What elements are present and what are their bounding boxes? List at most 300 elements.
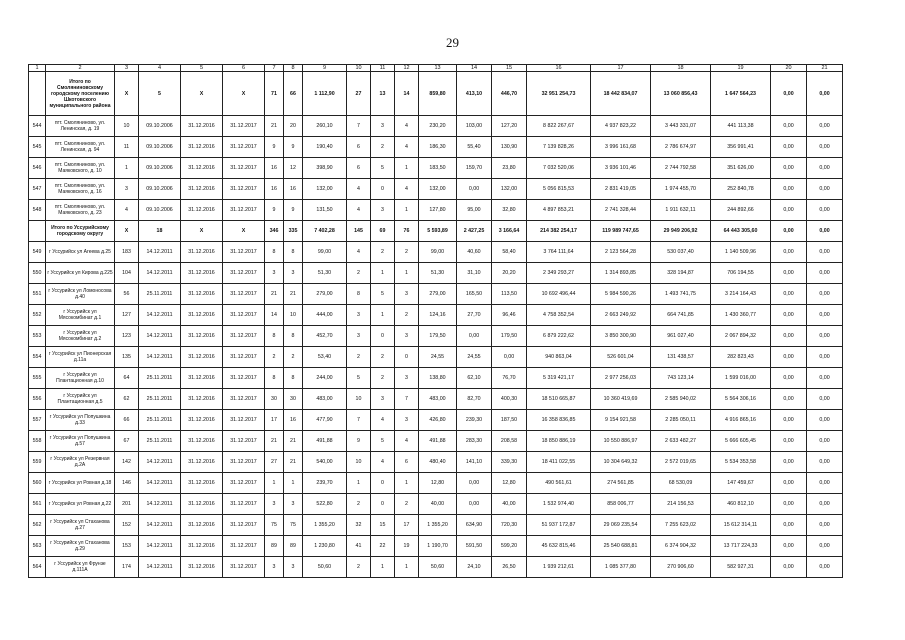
table-cell: 4 937 823,22 (591, 116, 651, 137)
table-cell: 2 (395, 494, 419, 515)
table-cell: 132,00 (303, 179, 347, 200)
table-cell: 31.12.2017 (223, 263, 265, 284)
table-cell: 3 (284, 494, 303, 515)
table-cell: 3 214 164,43 (711, 284, 771, 305)
table-cell: 0,00 (771, 137, 807, 158)
table-cell: 2 349 293,27 (527, 263, 591, 284)
table-cell: 14.12.2011 (139, 536, 181, 557)
table-cell: 0,00 (807, 200, 843, 221)
table-cell: 1 (395, 263, 419, 284)
address-cell: г Уссурийск ул Резервная д.2А (46, 452, 115, 473)
table-cell: 582 927,31 (711, 557, 771, 578)
total-label: Итого по Смоляниновскому городскому поселению Шкотовского муниципального района (46, 72, 115, 116)
table-cell: 62 (115, 389, 139, 410)
table-cell: 1 (265, 473, 284, 494)
table-cell: 10 (347, 452, 371, 473)
table-cell: 2 663 249,92 (591, 305, 651, 326)
column-number: 20 (771, 65, 807, 72)
table-cell: 09.10.2006 (139, 200, 181, 221)
table-cell: 142 (115, 452, 139, 473)
table-cell: 0,00 (807, 158, 843, 179)
table-cell: 21 (284, 284, 303, 305)
table-cell: 1 (371, 263, 395, 284)
table-cell: 64 443 305,60 (711, 221, 771, 242)
row-number: 551 (29, 284, 46, 305)
table-cell: 31.12.2016 (181, 431, 223, 452)
table-cell: 4 (371, 410, 395, 431)
table-cell: 17 (395, 515, 419, 536)
table-cell: 89 (284, 536, 303, 557)
table-cell: 31.12.2017 (223, 158, 265, 179)
row-number: 546 (29, 158, 46, 179)
table-cell: 0,00 (771, 263, 807, 284)
table-cell: 4 (115, 200, 139, 221)
table-cell: 0,00 (492, 347, 527, 368)
table-cell: 9 (265, 137, 284, 158)
table-cell: 5 319 421,17 (527, 368, 591, 389)
table-cell: 8 (265, 368, 284, 389)
table-cell: 31.12.2016 (181, 158, 223, 179)
table-row (29, 389, 843, 410)
table-cell: 0,00 (807, 284, 843, 305)
table-cell: 22 (371, 536, 395, 557)
column-number: 7 (265, 65, 284, 72)
table-cell: 130,90 (492, 137, 527, 158)
table-cell: 4 758 352,54 (527, 305, 591, 326)
table-cell: 3 (395, 368, 419, 389)
table-cell: 30 (265, 389, 284, 410)
table-cell: 16 358 836,85 (527, 410, 591, 431)
table-cell: 0,00 (807, 431, 843, 452)
table-cell: 483,00 (303, 389, 347, 410)
row-number: 564 (29, 557, 46, 578)
table-cell: 0,00 (771, 389, 807, 410)
table-cell: 530 037,40 (651, 242, 711, 263)
table-cell: 0 (395, 347, 419, 368)
table-cell: 21 (265, 284, 284, 305)
table-cell: 9 (284, 200, 303, 221)
table-cell: 186,30 (419, 137, 457, 158)
address-cell: пгт. Смоляниново, ул. Ленинская, д. 19 (46, 116, 115, 137)
table-cell: 351 626,00 (711, 158, 771, 179)
row-number: 554 (29, 347, 46, 368)
table-cell: 398,90 (303, 158, 347, 179)
table-cell: 24,10 (457, 557, 492, 578)
table-cell: 0,00 (771, 368, 807, 389)
table-cell: 0,00 (807, 515, 843, 536)
table-cell: 1 230,80 (303, 536, 347, 557)
table-cell: 5 (371, 431, 395, 452)
table-cell: 4 (395, 179, 419, 200)
row-number: 550 (29, 263, 46, 284)
table-cell: 131,50 (303, 200, 347, 221)
table-cell: 3 (265, 494, 284, 515)
table-cell: 69 (371, 221, 395, 242)
table-cell: 2 (371, 347, 395, 368)
table-cell: 214 382 254,17 (527, 221, 591, 242)
table-cell: 31.12.2017 (223, 137, 265, 158)
table-cell: 31.12.2016 (181, 515, 223, 536)
table-cell: 0,00 (771, 72, 807, 116)
table-cell: 12,80 (419, 473, 457, 494)
address-cell: г Уссурийск ул Ровная д.22 (46, 494, 115, 515)
table-cell: 2 572 019,65 (651, 452, 711, 473)
table-cell: 14.12.2011 (139, 347, 181, 368)
table-cell: 335 (284, 221, 303, 242)
row-number: 563 (29, 536, 46, 557)
table-cell: 51 937 172,87 (527, 515, 591, 536)
table-cell: 29 069 235,54 (591, 515, 651, 536)
table-cell: 5 534 353,58 (711, 452, 771, 473)
table-cell: 1 911 632,11 (651, 200, 711, 221)
table-cell: 477,90 (303, 410, 347, 431)
table-cell: 2 (395, 305, 419, 326)
table-cell: 32 951 254,73 (527, 72, 591, 116)
table-cell: 0,00 (807, 536, 843, 557)
table-cell: 21 (265, 431, 284, 452)
table-row (29, 347, 843, 368)
table-cell: 32,80 (492, 200, 527, 221)
table-cell: 41 (347, 536, 371, 557)
table-cell: X (115, 221, 139, 242)
table-cell: 1 430 360,77 (711, 305, 771, 326)
table-cell: 214 156,53 (651, 494, 711, 515)
table-cell: 67 (115, 431, 139, 452)
table-cell: 2 285 050,11 (651, 410, 711, 431)
table-cell: 7 139 828,26 (527, 137, 591, 158)
table-cell: 10 692 496,44 (527, 284, 591, 305)
table-cell: 9 (347, 431, 371, 452)
column-number: 18 (651, 65, 711, 72)
table-cell: 0,00 (771, 536, 807, 557)
table-cell: 3 936 101,46 (591, 158, 651, 179)
table-cell: 31.12.2017 (223, 515, 265, 536)
row-number: 561 (29, 494, 46, 515)
table-cell: 1 355,20 (419, 515, 457, 536)
table-cell: 1 647 564,23 (711, 72, 771, 116)
table-cell: 32 (347, 515, 371, 536)
table-cell: 0,00 (457, 494, 492, 515)
table-cell: 16 (284, 179, 303, 200)
table-cell: 16 (284, 410, 303, 431)
table-cell: 1 355,20 (303, 515, 347, 536)
table-cell: 441 113,38 (711, 116, 771, 137)
table-cell: 16 (265, 158, 284, 179)
table-cell: 31.12.2016 (181, 494, 223, 515)
table-cell: 3 (347, 305, 371, 326)
table-cell: 187,50 (492, 410, 527, 431)
table-row (29, 536, 843, 557)
column-number: 4 (139, 65, 181, 72)
table-cell: 1 190,70 (419, 536, 457, 557)
table-cell: 82,70 (457, 389, 492, 410)
address-cell: г Уссурийск ул Фрунзе д.111А (46, 557, 115, 578)
table-row (29, 452, 843, 473)
table-cell: 2 (371, 242, 395, 263)
column-number: 2 (46, 65, 115, 72)
page-number: 29 (446, 35, 459, 50)
table-cell: 6 (347, 137, 371, 158)
table-cell: 132,00 (492, 179, 527, 200)
table-cell: 6 879 222,62 (527, 326, 591, 347)
table-cell: 127,80 (419, 200, 457, 221)
table-cell: 14.12.2011 (139, 263, 181, 284)
table-cell: 3 (395, 284, 419, 305)
table-row (29, 431, 843, 452)
table-cell: 27,70 (457, 305, 492, 326)
table-cell: 24,55 (419, 347, 457, 368)
table-cell: 444,00 (303, 305, 347, 326)
table-cell: 31.12.2016 (181, 347, 223, 368)
address-cell: г Уссурийск ул Плантационная д.10 (46, 368, 115, 389)
table-cell: 1 532 974,40 (527, 494, 591, 515)
table-cell: 183 (115, 242, 139, 263)
table-cell: 174 (115, 557, 139, 578)
total-label: Итого по Уссурийскому городскому округу (46, 221, 115, 242)
table-cell: 26,50 (492, 557, 527, 578)
column-number: 8 (284, 65, 303, 72)
table-cell: 18 411 022,55 (527, 452, 591, 473)
table-cell: 0,00 (807, 557, 843, 578)
table-cell: 138,80 (419, 368, 457, 389)
column-number: 16 (527, 65, 591, 72)
table-cell: 40,00 (419, 494, 457, 515)
address-cell: г Уссурийск ул Мясокомбинат д.1 (46, 305, 115, 326)
table-cell: 31.12.2017 (223, 116, 265, 137)
table-cell: 31.12.2016 (181, 137, 223, 158)
table-cell: 201 (115, 494, 139, 515)
table-cell: 356 991,41 (711, 137, 771, 158)
row-number: 559 (29, 452, 46, 473)
table-cell: 1 (347, 473, 371, 494)
table-cell: 4 (395, 116, 419, 137)
table-cell: 1 (395, 473, 419, 494)
table-cell: 3 (265, 263, 284, 284)
table-cell: 10 (347, 389, 371, 410)
table-row (29, 242, 843, 263)
table-row (29, 137, 843, 158)
table-cell: 0,00 (771, 242, 807, 263)
table-cell: 460 812,10 (711, 494, 771, 515)
address-cell: г Уссурийск ул Плантационная д.5 (46, 389, 115, 410)
table-cell: 30 (284, 389, 303, 410)
table-cell: 68 530,09 (651, 473, 711, 494)
table-cell: 53,40 (303, 347, 347, 368)
row-number: 560 (29, 473, 46, 494)
table-cell: 2 (347, 557, 371, 578)
table-cell: 7 (395, 389, 419, 410)
table-cell: 31.12.2017 (223, 473, 265, 494)
address-cell: г Уссурийск ул Ровная д.18 (46, 473, 115, 494)
table-cell: 179,50 (492, 326, 527, 347)
table-cell: 31.12.2016 (181, 452, 223, 473)
table-cell: 56 (115, 284, 139, 305)
table-cell: 99,00 (419, 242, 457, 263)
table-cell: 526 601,04 (591, 347, 651, 368)
table-cell: 7 255 623,02 (651, 515, 711, 536)
column-number: 1 (29, 65, 46, 72)
table-row (29, 158, 843, 179)
table-cell: 24,55 (457, 347, 492, 368)
column-number: 12 (395, 65, 419, 72)
table-cell: 141,10 (457, 452, 492, 473)
table-cell: 260,10 (303, 116, 347, 137)
table-cell: 282 823,43 (711, 347, 771, 368)
row-number: 549 (29, 242, 46, 263)
table-cell: 31.12.2016 (181, 263, 223, 284)
table-cell: 14.12.2011 (139, 326, 181, 347)
table-cell: 99,00 (303, 242, 347, 263)
table-cell: 5 056 815,53 (527, 179, 591, 200)
table-cell: 3 (265, 557, 284, 578)
table-cell: 21 (265, 116, 284, 137)
table-cell: 4 916 865,16 (711, 410, 771, 431)
address-cell: г Уссурийск ул Попушкина д.57 (46, 431, 115, 452)
table-cell: 75 (284, 515, 303, 536)
table-cell: 16 (265, 179, 284, 200)
table-cell: 1 (395, 200, 419, 221)
table-cell: 14.12.2011 (139, 452, 181, 473)
table-cell: X (181, 72, 223, 116)
table-cell: 1 314 893,85 (591, 263, 651, 284)
table-cell: 131 438,57 (651, 347, 711, 368)
table-cell: 14.12.2011 (139, 242, 181, 263)
table-cell: 3 (371, 200, 395, 221)
table-row (29, 473, 843, 494)
table-cell: 6 374 904,32 (651, 536, 711, 557)
table-cell: 0,00 (771, 326, 807, 347)
table-cell: 664 741,85 (651, 305, 711, 326)
table-cell: 12,80 (492, 473, 527, 494)
table-cell: 0,00 (807, 410, 843, 431)
table-cell: 279,00 (303, 284, 347, 305)
table-cell: 3 850 300,90 (591, 326, 651, 347)
table-cell: 5 (347, 368, 371, 389)
table-cell: 480,40 (419, 452, 457, 473)
table-cell: 239,30 (457, 410, 492, 431)
table-cell: 1 (115, 158, 139, 179)
column-number: 21 (807, 65, 843, 72)
table-cell: 31.12.2016 (181, 116, 223, 137)
table-cell: 1 (371, 305, 395, 326)
table-cell: 31.12.2017 (223, 494, 265, 515)
table-cell: 51,30 (419, 263, 457, 284)
table-cell: 55,40 (457, 137, 492, 158)
table-cell: 19 (395, 536, 419, 557)
table-cell: 1 599 016,00 (711, 368, 771, 389)
row-number: 552 (29, 305, 46, 326)
table-cell: 31.12.2017 (223, 431, 265, 452)
table-cell: 183,50 (419, 158, 457, 179)
table-row (29, 116, 843, 137)
table-cell: 0,00 (807, 242, 843, 263)
table-cell: 270 906,60 (651, 557, 711, 578)
table-cell: 252 840,78 (711, 179, 771, 200)
table-cell: 4 (347, 179, 371, 200)
table-cell: 10 304 649,32 (591, 452, 651, 473)
table-cell: 14.12.2011 (139, 305, 181, 326)
table-cell: 5 (371, 284, 395, 305)
column-number: 9 (303, 65, 347, 72)
table-cell: 9 154 921,58 (591, 410, 651, 431)
table-cell: 50,60 (419, 557, 457, 578)
row-number (29, 72, 46, 116)
table-cell: 104 (115, 263, 139, 284)
table-row (29, 305, 843, 326)
table-cell: 961 027,40 (651, 326, 711, 347)
table-cell: 3 (371, 389, 395, 410)
table-cell: 522,80 (303, 494, 347, 515)
table-cell: 9 (265, 200, 284, 221)
table-row (29, 326, 843, 347)
table-cell: 4 897 853,21 (527, 200, 591, 221)
table-cell: 2 (284, 347, 303, 368)
table-cell: 66 (115, 410, 139, 431)
table-cell: 14.12.2011 (139, 515, 181, 536)
table-cell: 8 822 267,67 (527, 116, 591, 137)
table-cell: 96,46 (492, 305, 527, 326)
address-cell: г Уссурийск ул Стаханова д.27 (46, 515, 115, 536)
column-number: 3 (115, 65, 139, 72)
table-total-row (29, 72, 843, 116)
table-cell: 31.12.2016 (181, 389, 223, 410)
table-cell: 3 764 111,64 (527, 242, 591, 263)
table-cell: 25 540 688,81 (591, 536, 651, 557)
table-cell: 2 (347, 494, 371, 515)
table-cell: 4 (371, 452, 395, 473)
table-cell: 0,00 (807, 368, 843, 389)
table-cell: 10 (115, 116, 139, 137)
address-cell: пгт. Смоляниново, ул. Маяковского, д. 23 (46, 200, 115, 221)
table-cell: 09.10.2006 (139, 116, 181, 137)
address-cell: пгт. Смоляниново, ул. Маяковского, д. 10 (46, 158, 115, 179)
table-cell: 153 (115, 536, 139, 557)
table-cell: 0,00 (771, 158, 807, 179)
table-cell: 152 (115, 515, 139, 536)
table-cell: 1 (371, 557, 395, 578)
table-cell: 0,00 (807, 389, 843, 410)
table-cell: 20,20 (492, 263, 527, 284)
table-cell: 14 (265, 305, 284, 326)
table-cell: 14 (395, 72, 419, 116)
table-cell: 103,00 (457, 116, 492, 137)
column-number: 10 (347, 65, 371, 72)
table-cell: 599,20 (492, 536, 527, 557)
table-cell: 743 123,14 (651, 368, 711, 389)
table-cell: 0,00 (771, 200, 807, 221)
table-row (29, 179, 843, 200)
table-cell: 0,00 (771, 284, 807, 305)
table-cell: 0,00 (771, 347, 807, 368)
column-number: 13 (419, 65, 457, 72)
table-cell: 76,70 (492, 368, 527, 389)
row-number: 545 (29, 137, 46, 158)
table-cell: 1 (395, 557, 419, 578)
table-row (29, 494, 843, 515)
table-cell: 2 585 940,02 (651, 389, 711, 410)
table-cell: 14.12.2011 (139, 473, 181, 494)
table-cell: 1 112,90 (303, 72, 347, 116)
table-cell: 279,00 (419, 284, 457, 305)
table-cell: 446,70 (492, 72, 527, 116)
row-number: 557 (29, 410, 46, 431)
table-row (29, 515, 843, 536)
table-cell: 0,00 (807, 452, 843, 473)
table-cell: 8 (265, 242, 284, 263)
table-cell: 1 (395, 158, 419, 179)
table-cell: 5 (139, 72, 181, 116)
table-cell: 0,00 (771, 494, 807, 515)
